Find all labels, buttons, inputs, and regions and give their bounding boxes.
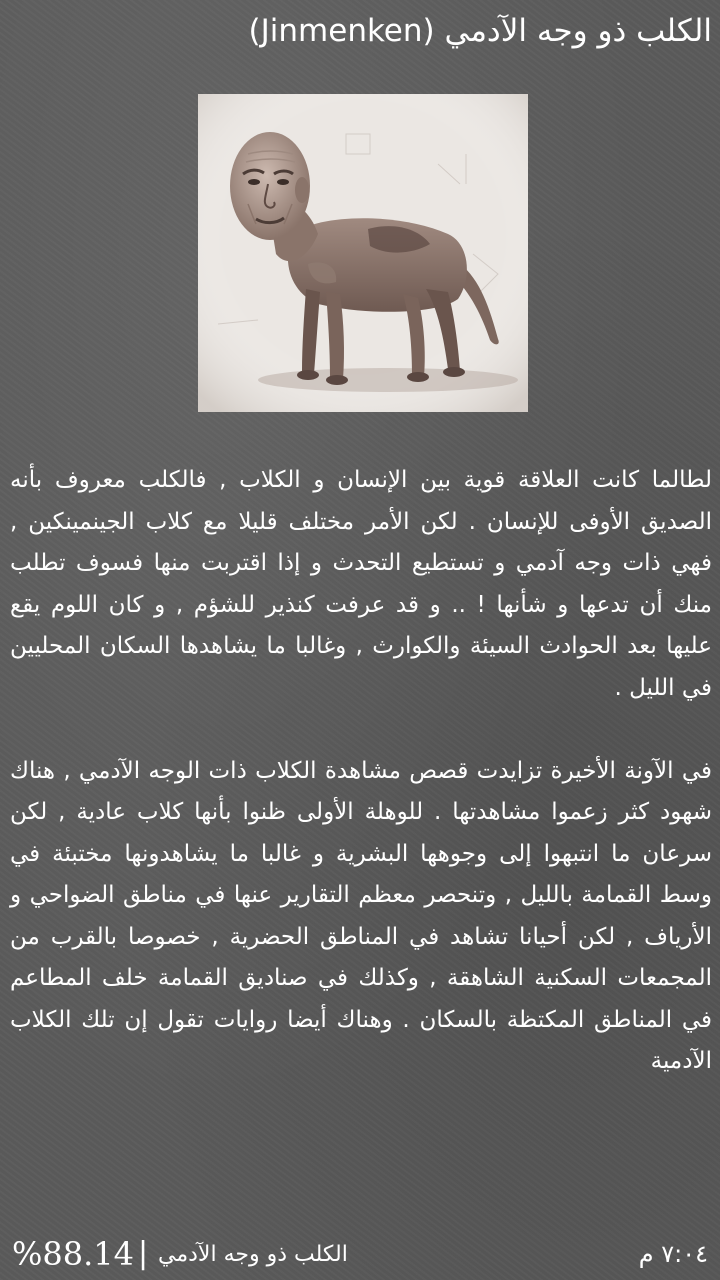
chapter-title: الكلب ذو وجه الآدمي (Jinmenken) bbox=[248, 13, 712, 49]
reading-progress: %88.14 bbox=[12, 1235, 135, 1273]
status-separator: | bbox=[138, 1236, 149, 1271]
paragraph: في الآونة الأخيرة تزايدت قصص مشاهدة الكلاب ذات الوجه الآدمي , هناك شهود كثر زعموا مشاهدتها . للوهلة الأولى ظنوا بأنها كلاب عادية , لكن سرعان ما انتبهوا إلى وجوهها البشرية و غالبا ما يشاهدونها مختبئة في وسط القمامة بالليل , وتنحصر معظم التقارير عنها في مناطق الضواحي و الأرياف , لكن أحيانا تشاهد في المناطق الحضرية , خصوصا بالقرب من المجمعات السكنية الشاهقة , وكذلك في صناديق القمامة خلف المطاعم في المناطق المكتظة بالسكان . وهناك أيضا روايات تقول إن تلك الكلاب الآدمية bbox=[10, 757, 712, 1074]
status-bar bbox=[0, 1228, 720, 1280]
clock-time: ٧:٠٤ م bbox=[638, 1240, 708, 1268]
paragraph: لطالما كانت العلاقة قوية بين الإنسان و الكلاب , فالكلب معروف بأنه الصديق الأوفى للإنسان . لكن الأمر مختلف قليلا مع كلاب الجينمينكين , فهي ذات وجه آدمي و تستطيع التحدث و إذا اقتربت منها فسوف تطلب منك أن تدعها و شأنها ! .. و قد عرفت كنذير للشؤم , و كان اللوم يقع عليها بعد الحوادث السيئة والكوارث , وغالبا ما يشاهدها السكان المحليين في الليل . bbox=[10, 467, 712, 701]
chapter-body[interactable] bbox=[0, 450, 720, 1228]
human-faced-dog-illustration bbox=[198, 94, 528, 412]
status-chapter-title: الكلب ذو وجه الآدمي bbox=[158, 1242, 348, 1267]
